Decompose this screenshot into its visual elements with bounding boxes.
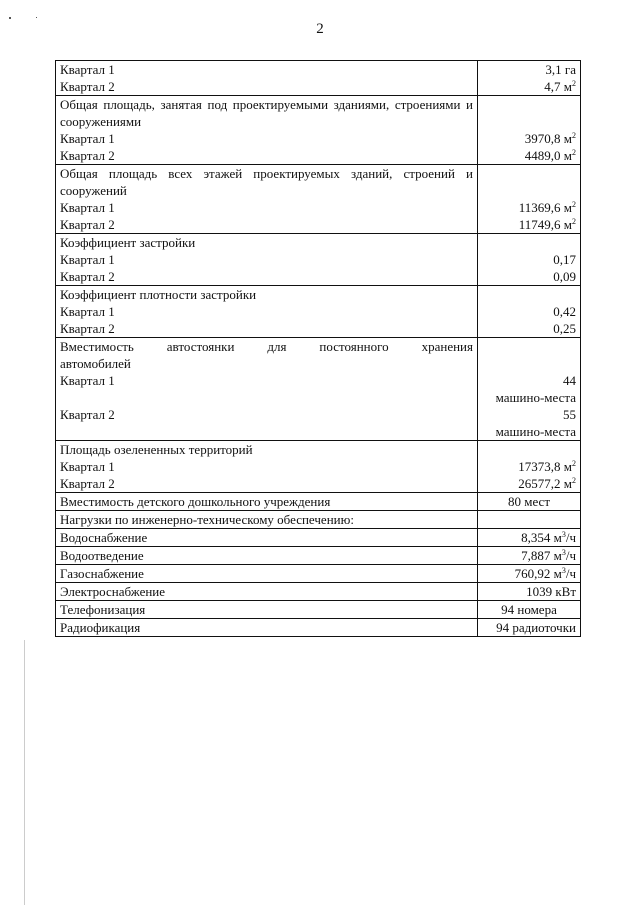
table-row <box>56 511 581 529</box>
scan-mark <box>36 17 37 18</box>
section-heading: Вместимость автостоянки для постоянного хранения автомобилей <box>60 339 473 371</box>
row-label: Квартал 1 <box>60 131 115 146</box>
row-label: Квартал 2 <box>60 148 115 163</box>
label-cell <box>56 529 478 547</box>
value-cell <box>478 565 581 583</box>
label-cell <box>56 547 478 565</box>
row-value: 8,354 $м^3/ч$ <box>521 530 576 545</box>
row-label: Квартал 1 <box>60 304 115 319</box>
value-cell <box>478 441 581 493</box>
table-row <box>56 529 581 547</box>
row-label: Вместимость детского дошкольного учреждения <box>60 494 331 509</box>
label-cell <box>56 61 478 96</box>
table-row <box>56 234 581 286</box>
row-label: Электроснабжение <box>60 584 166 599</box>
row-label: Квартал 1 <box>60 373 115 388</box>
row-value: 4,7 $м^2$ <box>544 79 576 94</box>
row-value: 760,92 $м^3/ч$ <box>514 566 576 581</box>
label-cell <box>56 583 478 601</box>
label-cell <box>56 601 478 619</box>
row-value: 3,1 га <box>545 62 576 77</box>
row-value: 94 номера <box>501 602 557 617</box>
row-value: 44 <box>563 373 576 388</box>
row-label: Квартал 1 <box>60 252 115 267</box>
row-value: 0,25 <box>553 321 576 336</box>
table-row <box>56 286 581 338</box>
row-value: 1039 кВт <box>526 584 576 599</box>
row-label: Телефонизация <box>60 602 146 617</box>
value-cell <box>478 96 581 165</box>
row-value: 55 <box>563 407 576 422</box>
scan-mark <box>9 17 11 19</box>
label-cell <box>56 565 478 583</box>
row-value: 17373,8 $м^2$ <box>518 459 576 474</box>
value-cell <box>478 234 581 286</box>
value-cell <box>478 601 581 619</box>
table-row <box>56 565 581 583</box>
table-row <box>56 619 581 637</box>
row-value: 80 мест <box>507 494 551 509</box>
table-row <box>56 165 581 234</box>
value-cell <box>478 61 581 96</box>
row-value-unit: машино-места <box>495 390 576 405</box>
row-value: 26577,2 $м^2$ <box>518 476 576 491</box>
row-value: 11369,6 $м^2$ <box>518 200 576 215</box>
row-value-unit: машино-места <box>495 424 576 439</box>
section-heading: Коэффициент плотности застройки <box>60 287 257 302</box>
row-label: Квартал 1 <box>60 459 115 474</box>
row-label: Квартал 2 <box>60 407 115 422</box>
label-cell <box>56 234 478 286</box>
row-label: Водоотведение <box>60 548 144 563</box>
label-cell <box>56 511 478 529</box>
specs-table <box>55 60 581 637</box>
value-cell <box>478 165 581 234</box>
row-value: 4489,0 $м^2$ <box>524 148 576 163</box>
value-cell <box>478 493 581 511</box>
label-cell <box>56 493 478 511</box>
row-value: 7,887 $м^3/ч$ <box>521 548 576 563</box>
label-cell <box>56 96 478 165</box>
row-value: 0,42 <box>553 304 576 319</box>
row-label: Квартал 2 <box>60 269 115 284</box>
section-heading: Коэффициент застройки <box>60 235 196 250</box>
row-label: Квартал 2 <box>60 79 115 94</box>
label-cell <box>56 286 478 338</box>
label-cell <box>56 338 478 441</box>
section-heading: Площадь озелененных территорий <box>60 442 253 457</box>
value-cell <box>478 286 581 338</box>
section-heading: Общая площадь, занятая под проектируемыми зданиями, строениями и сооружениями <box>60 97 473 129</box>
page-number: 2 <box>316 21 324 37</box>
table-row <box>56 96 581 165</box>
table-row <box>56 601 581 619</box>
row-value: 3970,8 $м^2$ <box>524 131 576 146</box>
table-row <box>56 441 581 493</box>
row-label: Квартал 1 <box>60 200 115 215</box>
row-label: Квартал 2 <box>60 217 115 232</box>
value-cell <box>478 338 581 441</box>
value-cell <box>478 619 581 637</box>
row-value: 0,17 <box>553 252 576 267</box>
row-label: Квартал 2 <box>60 476 115 491</box>
row-value: 0,09 <box>553 269 576 284</box>
value-cell <box>478 529 581 547</box>
table-row <box>56 547 581 565</box>
value-cell <box>478 547 581 565</box>
row-value: 94 радиоточки <box>496 620 576 635</box>
scan-edge-line <box>24 640 25 905</box>
row-label: Квартал 2 <box>60 321 115 336</box>
label-cell <box>56 619 478 637</box>
row-label: Радиофикация <box>60 620 141 635</box>
label-cell <box>56 165 478 234</box>
value-cell <box>478 583 581 601</box>
value-cell <box>478 511 581 529</box>
table-row <box>56 493 581 511</box>
row-label: Водоснабжение <box>60 530 148 545</box>
table-row <box>56 583 581 601</box>
section-heading: Нагрузки по инженерно-техническому обеспечению: <box>60 512 354 527</box>
row-value: 11749,6 $м^2$ <box>518 217 576 232</box>
table-row <box>56 338 581 441</box>
label-cell <box>56 441 478 493</box>
row-label: Газоснабжение <box>60 566 144 581</box>
row-label: Квартал 1 <box>60 62 115 77</box>
section-heading: Общая площадь всех этажей проектируемых зданий, строений и сооружений <box>60 166 473 198</box>
table-row <box>56 61 581 96</box>
